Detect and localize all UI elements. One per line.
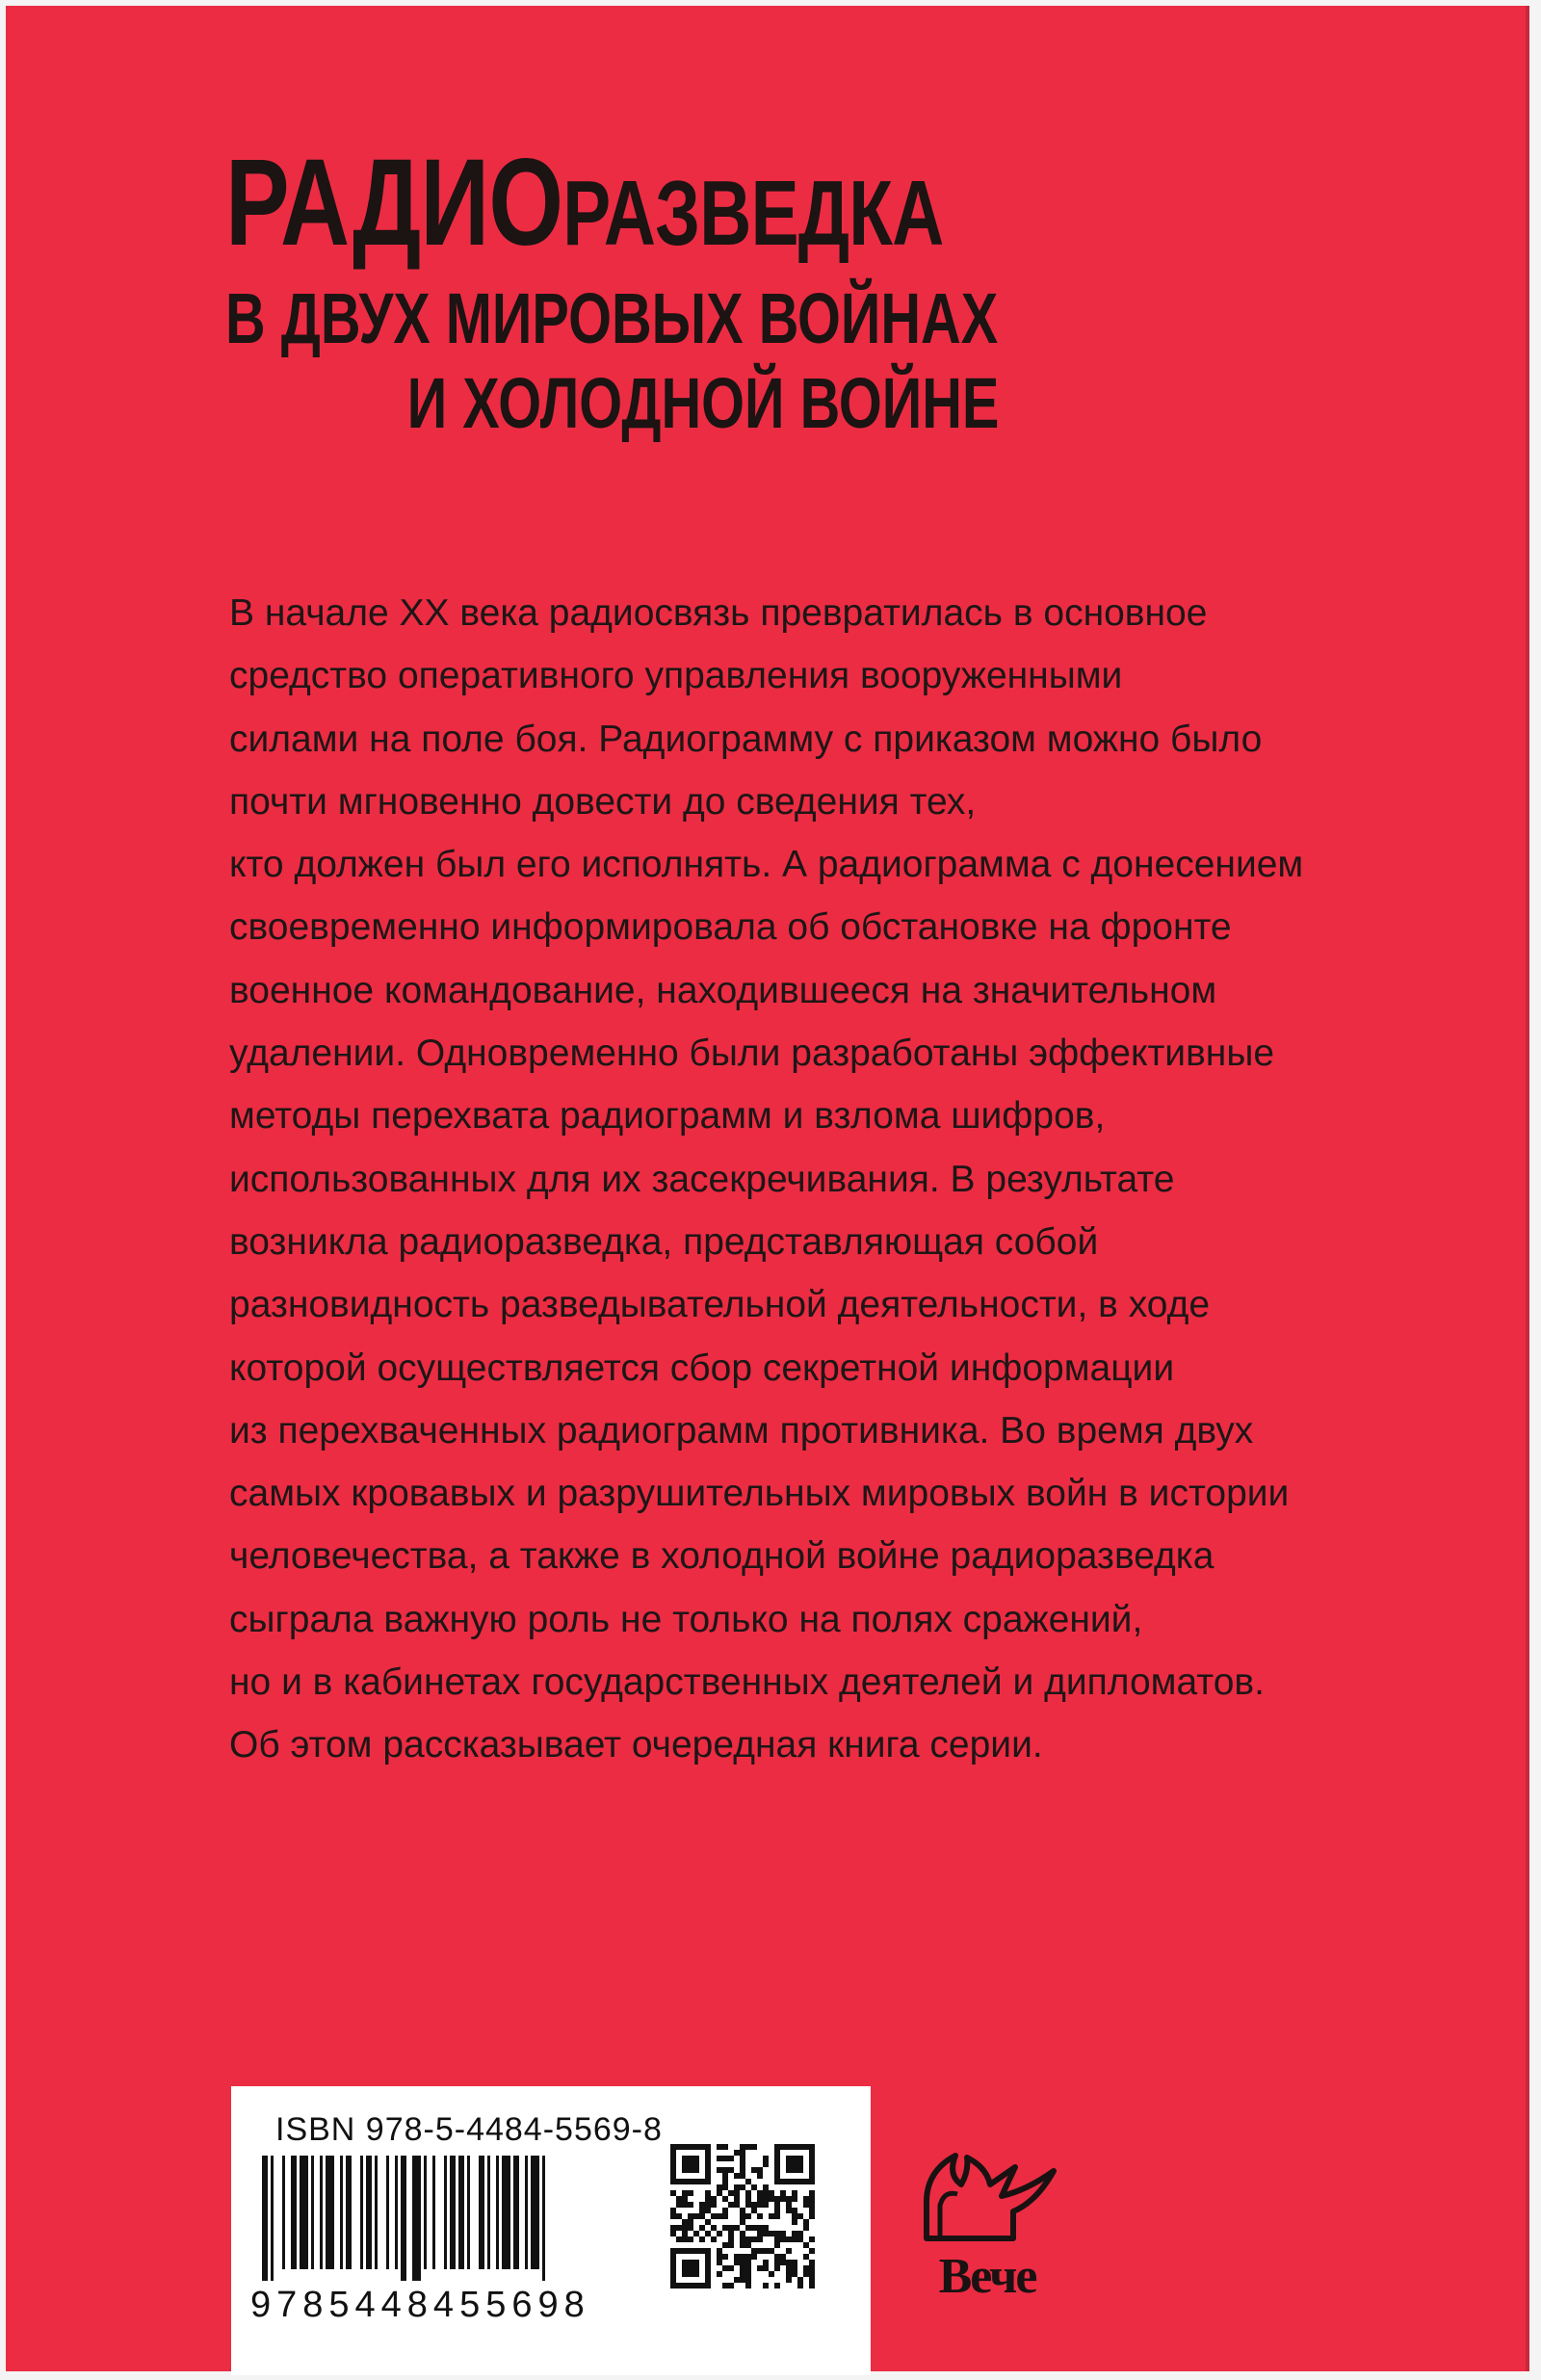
annotation-line: военное командование, находившееся на значительном (229, 969, 1217, 1011)
annotation-line: средство оперативного управления вооруженными (229, 655, 1123, 697)
annotation-line: из перехваченных радиограмм противника. Во время двух (229, 1409, 1254, 1452)
book-title (225, 134, 1000, 446)
publisher-name: Вече (938, 2249, 1036, 2304)
qr-code-image (670, 2144, 815, 2288)
annotation-line: кто должен был его исполнять. А радиограмма с донесением (229, 844, 1304, 886)
title-main-line (225, 134, 944, 276)
title-part-razvedka: РАЗВЕДКА (562, 162, 944, 265)
annotation-line: силами на поле боя. Радиограмму с приказом можно было (229, 718, 1263, 760)
barcode-digits: 9785448455698 (250, 2285, 590, 2325)
annotation-line: Об этом рассказывает очередная книга серии. (229, 1724, 1043, 1766)
annotation-line: В начале XX века радиосвязь превратилась в основное (229, 592, 1208, 634)
annotation-line: которой осуществляется сбор секретной информации (229, 1347, 1175, 1389)
title-subtitle-line-1: В ДВУХ МИРОВЫХ ВОЙНАХ (225, 278, 999, 358)
annotation-line: использованных для их засекречивания. В результате (229, 1158, 1175, 1200)
annotation-line: методы перехвата радиограмм и взлома шифров, (229, 1095, 1106, 1138)
annotation-line: но и в кабинетах государственных деятелей и дипломатов. (229, 1661, 1265, 1704)
publisher-logo-icon (909, 2142, 1073, 2248)
annotation-line: сыграла важную роль не только на полях сражений, (229, 1598, 1143, 1640)
book-back-cover (6, 6, 1529, 2371)
annotation-line: разновидность разведывательной деятельности, в ходе (229, 1284, 1211, 1326)
isbn-barcode-panel (231, 2086, 871, 2375)
annotation-line: удалении. Одновременно были разработаны эффективные (229, 1033, 1275, 1075)
annotation-text (229, 582, 1423, 1777)
annotation-line: почти мгновенно довести до сведения тех, (229, 780, 977, 823)
annotation-line: человечества, а также в холодной войне радиоразведка (229, 1535, 1215, 1578)
annotation-line: своевременно информировала об обстановке на фронте (229, 906, 1232, 949)
title-part-radio: РАДИО (225, 134, 563, 272)
isbn-label: ISBN 978-5-4484-5569-8 (275, 2111, 663, 2148)
barcode-image (258, 2156, 643, 2281)
annotation-line: самых кровавых и разрушительных мировых войн в истории (229, 1473, 1290, 1515)
annotation-line: возникла радиоразведка, представляющая собой (229, 1220, 1099, 1263)
title-subtitle-line-2: И ХОЛОДНОЙ ВОЙНЕ (406, 363, 1000, 443)
